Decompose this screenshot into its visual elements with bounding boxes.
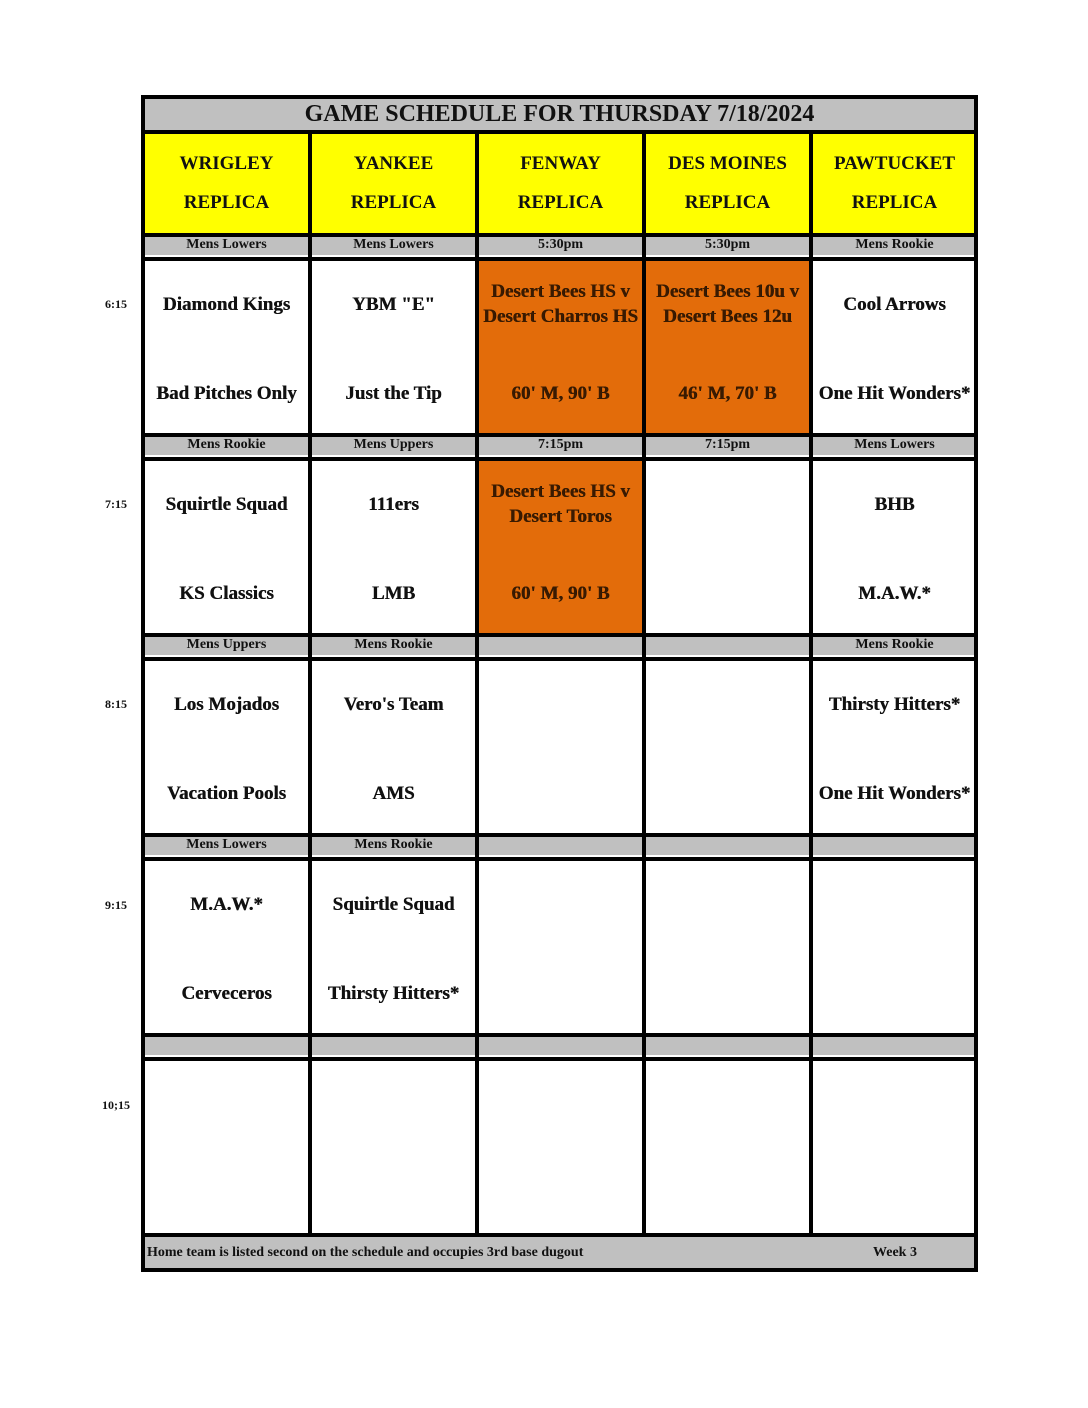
- away-team: YBM "E": [352, 293, 435, 315]
- home-team: [646, 562, 809, 624]
- away-team: [312, 1065, 475, 1143]
- time-label: 6:15: [105, 297, 127, 311]
- distance-text: 60' M, 90' B: [511, 582, 610, 604]
- grid-rule: [141, 833, 978, 837]
- away-team: [646, 865, 809, 943]
- field-subtitle: REPLICA: [350, 192, 437, 214]
- game-cell: [312, 659, 475, 833]
- home-team: AMS: [372, 782, 415, 804]
- home-team: [646, 962, 809, 1024]
- field-header-yankee: [312, 134, 475, 233]
- game-cell: [479, 859, 642, 1033]
- distance-text: 46' M, 70' B: [678, 382, 777, 404]
- home-team: [479, 1162, 642, 1224]
- home-team: Just the Tip: [345, 382, 442, 404]
- game-cell: [646, 859, 809, 1033]
- grid-rule: [141, 95, 145, 1272]
- division-label: [646, 635, 809, 655]
- away-team: [646, 1065, 809, 1143]
- schedule-title: GAME SCHEDULE FOR THURSDAY 7/18/2024: [145, 99, 974, 130]
- field-header-des-moines: [646, 134, 809, 233]
- game-cell: [646, 1059, 809, 1233]
- matchup-text: Desert Bees 10u v Desert Bees 12u: [656, 281, 799, 327]
- away-team: [646, 465, 809, 543]
- field-subtitle: REPLICA: [851, 192, 938, 214]
- game-cell: [312, 859, 475, 1033]
- away-team: Squirtle Squad: [165, 493, 288, 515]
- grid-rule: [141, 233, 978, 237]
- game-cell: [813, 859, 976, 1033]
- grid-rule: [141, 95, 978, 99]
- home-team: [813, 962, 976, 1024]
- field-subtitle: REPLICA: [517, 192, 604, 214]
- game-cell: [646, 259, 809, 433]
- division-label: Mens Rookie: [312, 835, 475, 855]
- grid-rule: [141, 130, 978, 134]
- away-team: Diamond Kings: [162, 293, 291, 315]
- home-team: LMB: [371, 582, 416, 604]
- home-team: [646, 762, 809, 824]
- division-label: [646, 835, 809, 855]
- away-team: M.A.W.*: [190, 893, 263, 915]
- grid-rule: [141, 1233, 978, 1237]
- field-header-wrigley: [145, 134, 308, 233]
- field-header-pawtucket: [813, 134, 976, 233]
- home-team: [312, 1162, 475, 1224]
- grid-rule: [141, 657, 978, 661]
- game-cell: [479, 259, 642, 433]
- division-label: [479, 1035, 642, 1055]
- grid-rule: [642, 130, 646, 1237]
- home-team: One Hit Wonders*: [818, 782, 971, 804]
- home-team: [646, 1162, 809, 1224]
- division-label: Mens Uppers: [145, 635, 308, 655]
- footer-note: Home team is listed second on the schedule and occupies 3rd base dugout: [147, 1244, 584, 1260]
- away-team: [479, 1065, 642, 1143]
- week-label: Week 3: [873, 1244, 917, 1260]
- distance-text: 60' M, 90' B: [511, 382, 610, 404]
- game-cell: [145, 259, 308, 433]
- away-team: Thirsty Hitters*: [828, 693, 961, 715]
- grid-rule: [141, 857, 978, 861]
- division-label: [312, 1035, 475, 1055]
- game-cell: [479, 459, 642, 633]
- division-label: Mens Lowers: [312, 235, 475, 255]
- matchup-text: Desert Bees HS v Desert Toros: [491, 481, 630, 527]
- division-label: Mens Rookie: [813, 635, 976, 655]
- grid-rule: [141, 1268, 978, 1272]
- away-team: 111ers: [368, 493, 419, 515]
- division-label: Mens Rookie: [312, 635, 475, 655]
- game-cell: [479, 1059, 642, 1233]
- grid-rule: [141, 457, 978, 461]
- game-cell: [312, 1059, 475, 1233]
- field-name: YANKEE: [353, 152, 434, 174]
- division-label: [646, 1035, 809, 1055]
- game-cell: [813, 659, 976, 833]
- field-header-fenway: [479, 134, 642, 233]
- away-team: Cool Arrows: [843, 293, 946, 315]
- division-label: [479, 835, 642, 855]
- division-label: Mens Lowers: [145, 235, 308, 255]
- game-cell: [813, 1059, 976, 1233]
- grid-rule: [809, 130, 813, 1237]
- game-cell: [813, 459, 976, 633]
- away-team: Vero's Team: [343, 693, 444, 715]
- home-team: Bad Pitches Only: [156, 382, 297, 404]
- game-cell: [145, 459, 308, 633]
- division-label: [145, 1035, 308, 1055]
- field-subtitle: REPLICA: [183, 192, 270, 214]
- time-label: 7:15: [105, 497, 127, 511]
- away-team: BHB: [874, 493, 915, 515]
- field-name: FENWAY: [520, 152, 601, 174]
- away-team: Los Mojados: [173, 693, 280, 715]
- game-cell: [145, 1059, 308, 1233]
- field-subtitle: REPLICA: [684, 192, 771, 214]
- division-label: Mens Rookie: [145, 435, 308, 455]
- grid-rule: [141, 433, 978, 437]
- division-label: 7:15pm: [646, 435, 809, 455]
- time-label: 10;15: [102, 1098, 130, 1112]
- away-team: [813, 865, 976, 943]
- away-team: [646, 665, 809, 743]
- division-label: 5:30pm: [646, 235, 809, 255]
- home-team: [479, 762, 642, 824]
- home-team: One Hit Wonders*: [818, 382, 971, 404]
- home-team: M.A.W.*: [858, 582, 931, 604]
- home-team: [145, 1162, 308, 1224]
- home-team: [479, 962, 642, 1024]
- grid-rule: [974, 95, 978, 1272]
- game-cell: [813, 259, 976, 433]
- game-cell: [312, 259, 475, 433]
- grid-rule: [475, 130, 479, 1237]
- division-label: [813, 835, 976, 855]
- game-cell: [145, 659, 308, 833]
- home-team: Thirsty Hitters*: [327, 982, 460, 1004]
- division-label: [813, 1035, 976, 1055]
- field-name: PAWTUCKET: [833, 152, 956, 174]
- away-team: Squirtle Squad: [332, 893, 455, 915]
- grid-rule: [308, 130, 312, 1237]
- grid-rule: [141, 1033, 978, 1037]
- grid-rule: [141, 257, 978, 261]
- home-team: Cerveceros: [181, 982, 272, 1004]
- division-label: Mens Uppers: [312, 435, 475, 455]
- division-label: Mens Rookie: [813, 235, 976, 255]
- home-team: KS Classics: [179, 582, 274, 604]
- matchup-text: Desert Bees HS v Desert Charros HS: [483, 281, 638, 327]
- division-label: 7:15pm: [479, 435, 642, 455]
- game-cell: [145, 859, 308, 1033]
- division-label: 5:30pm: [479, 235, 642, 255]
- division-label: Mens Lowers: [145, 835, 308, 855]
- home-team: [813, 1162, 976, 1224]
- away-team: [145, 1065, 308, 1143]
- away-team: [479, 865, 642, 943]
- grid-rule: [141, 1057, 978, 1061]
- time-label: 8:15: [105, 697, 127, 711]
- division-label: Mens Lowers: [813, 435, 976, 455]
- grid-rule: [141, 633, 978, 637]
- division-label: [479, 635, 642, 655]
- game-cell: [646, 659, 809, 833]
- game-cell: [479, 659, 642, 833]
- field-name: WRIGLEY: [179, 152, 274, 174]
- footer-bar: [145, 1237, 974, 1268]
- field-name: DES MOINES: [668, 152, 787, 174]
- time-label: 9:15: [105, 898, 127, 912]
- game-cell: [646, 459, 809, 633]
- home-team: Vacation Pools: [166, 782, 287, 804]
- away-team: [479, 665, 642, 743]
- away-team: [813, 1065, 976, 1143]
- game-cell: [312, 459, 475, 633]
